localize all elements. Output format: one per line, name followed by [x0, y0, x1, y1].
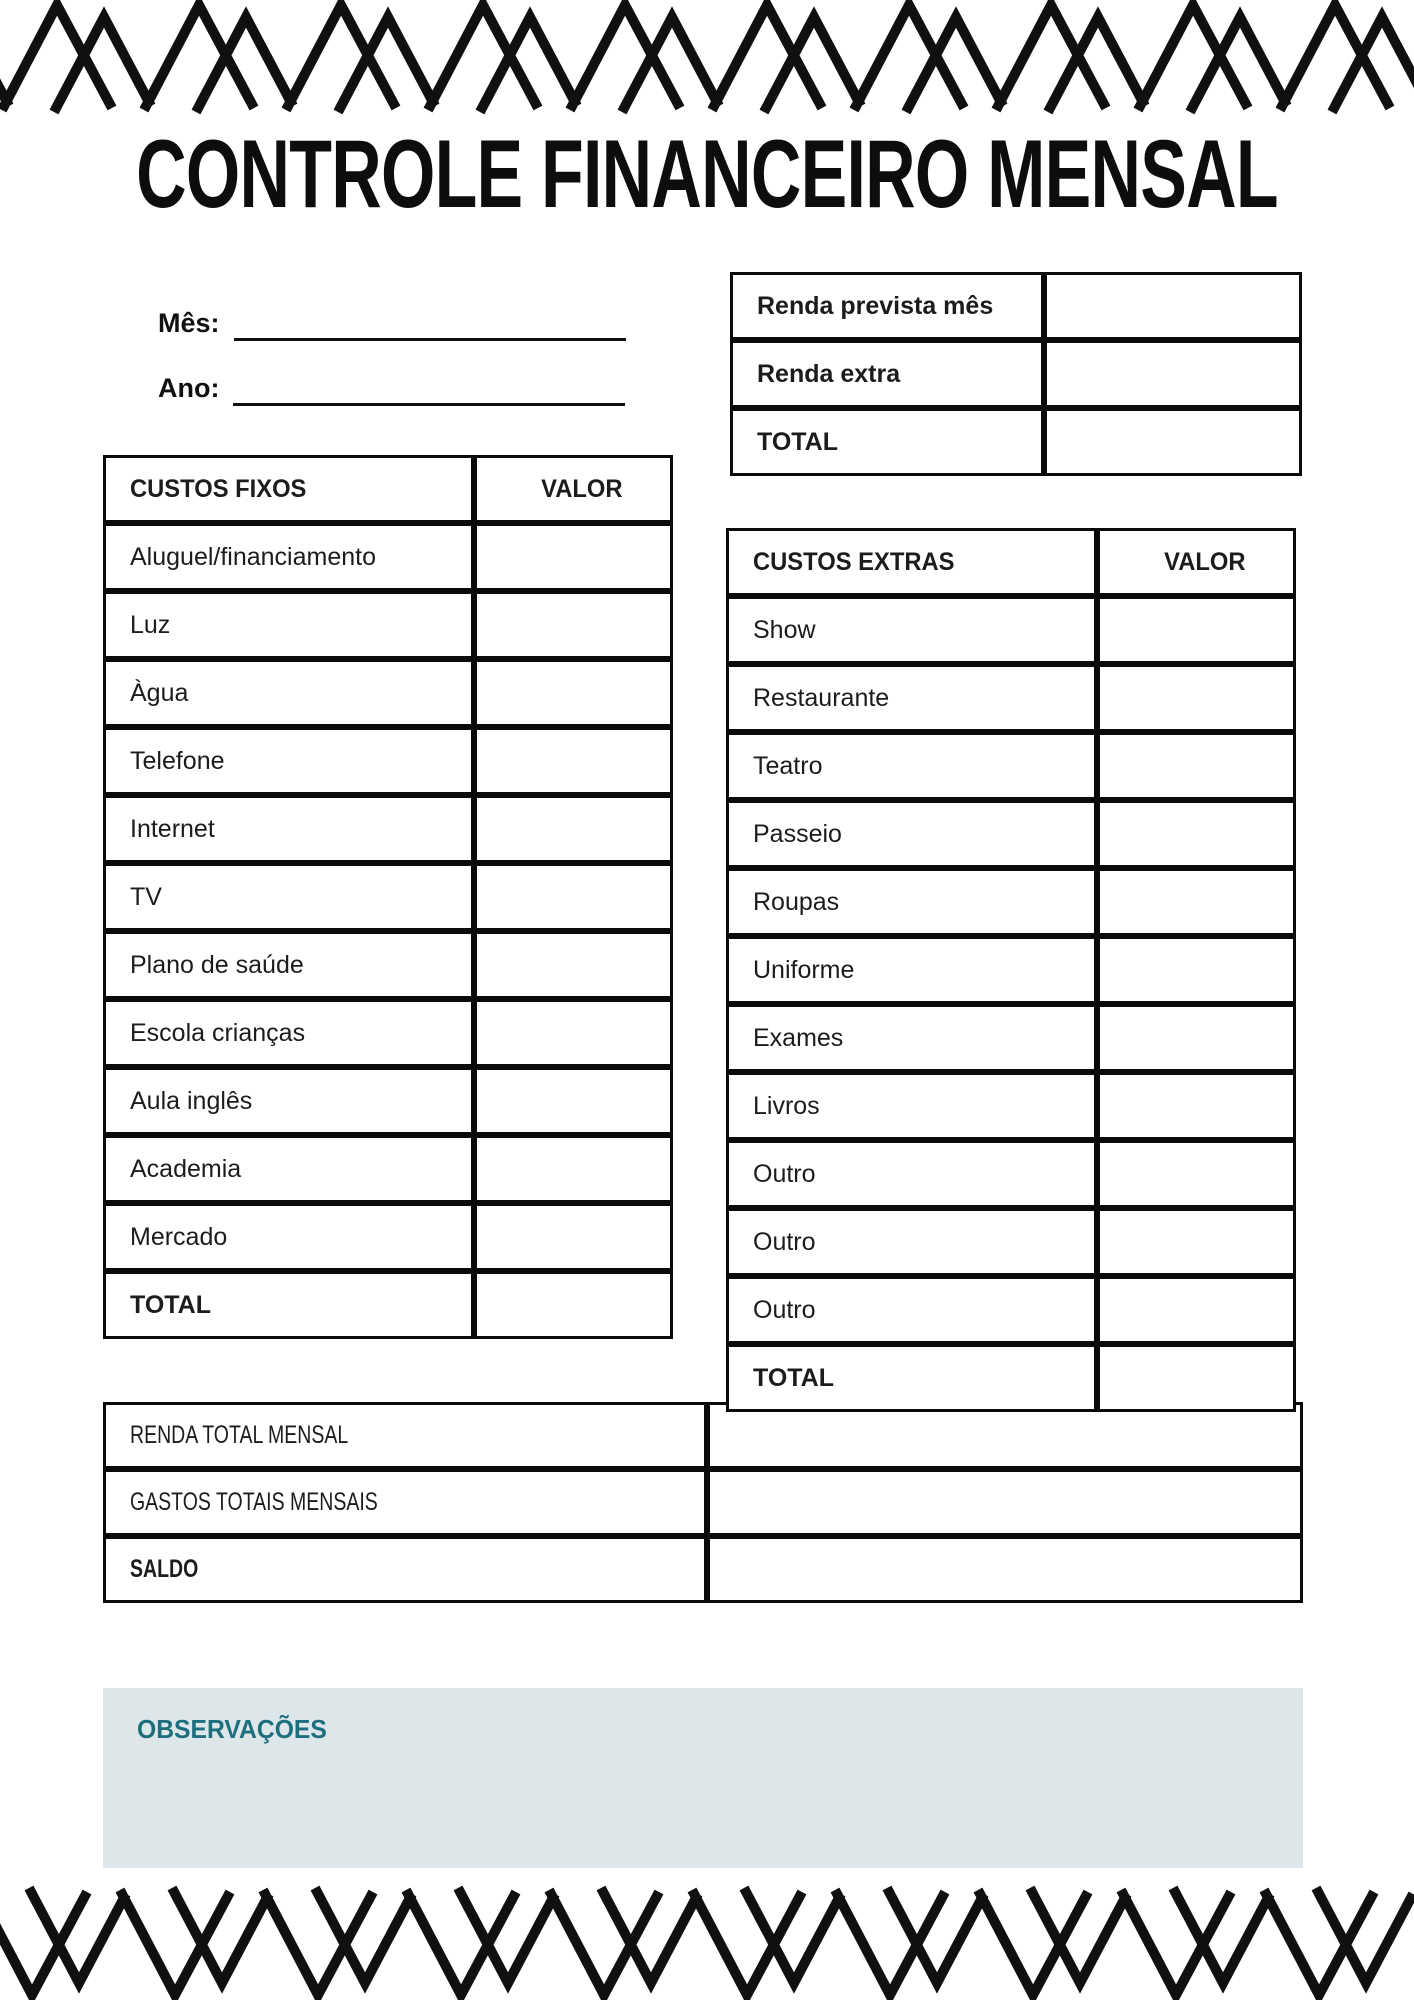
year-label: Ano: — [158, 373, 220, 403]
cost-label-cell: Aluguel/financiamento — [103, 523, 474, 591]
summary-label-cell: RENDA TOTAL MENSAL — [103, 1402, 707, 1469]
year-field-row — [158, 373, 625, 406]
summary-total-label-cell: SALDO — [103, 1536, 707, 1603]
cost-label-cell: Show — [726, 596, 1097, 664]
cost-value-cell[interactable] — [474, 1135, 673, 1203]
extra-costs-table — [726, 528, 1296, 1412]
cost-label-cell: Restaurante — [726, 664, 1097, 732]
cost-value-cell[interactable] — [474, 999, 673, 1067]
cost-label-cell: Livros — [726, 1072, 1097, 1140]
table-row — [726, 936, 1296, 1004]
table-row — [726, 1004, 1296, 1072]
cost-value-cell[interactable] — [474, 727, 673, 795]
cost-value-cell[interactable] — [474, 863, 673, 931]
cost-value-cell[interactable] — [474, 1203, 673, 1271]
cost-label-cell: Passeio — [726, 800, 1097, 868]
chevron-down-right-pattern-icon — [0, 1880, 1414, 2000]
summary-value-cell[interactable] — [707, 1402, 1303, 1469]
cost-label-cell: Roupas — [726, 868, 1097, 936]
extra-total-label-cell: TOTAL — [726, 1344, 1097, 1412]
income-label-cell: Renda extra — [730, 340, 1044, 408]
cost-value-cell[interactable] — [474, 523, 673, 591]
chevron-up-right-pattern-icon — [0, 0, 1414, 120]
table-row — [103, 1271, 673, 1339]
cost-label-cell: Uniforme — [726, 936, 1097, 1004]
cost-value-cell[interactable] — [474, 591, 673, 659]
table-row — [726, 596, 1296, 664]
cost-value-cell[interactable] — [474, 1067, 673, 1135]
cost-label-cell: Luz — [103, 591, 474, 659]
fixed-total-label-cell: TOTAL — [103, 1271, 474, 1339]
cost-value-cell[interactable] — [1097, 1004, 1296, 1072]
summary-total-value-cell — [707, 1536, 1303, 1603]
table-row — [103, 1536, 1303, 1603]
cost-label-cell: Mercado — [103, 1203, 474, 1271]
table-row — [726, 1072, 1296, 1140]
cost-value-cell[interactable] — [1097, 1072, 1296, 1140]
table-row — [103, 931, 673, 999]
cost-value-cell[interactable] — [474, 795, 673, 863]
cost-value-cell[interactable] — [1097, 664, 1296, 732]
fixed-costs-header-cell: CUSTOS FIXOS — [103, 455, 474, 523]
table-row — [726, 868, 1296, 936]
cost-label-cell: Outro — [726, 1208, 1097, 1276]
income-label-cell: Renda prevista mês — [730, 272, 1044, 340]
table-row — [726, 1344, 1296, 1412]
cost-value-cell[interactable] — [1097, 1276, 1296, 1344]
summary-value-cell[interactable] — [707, 1469, 1303, 1536]
cost-value-cell[interactable] — [1097, 1208, 1296, 1276]
cost-label-cell: Internet — [103, 795, 474, 863]
table-row — [730, 340, 1302, 408]
table-row — [103, 727, 673, 795]
observations-label: OBSERVAÇÕES — [137, 1714, 327, 1744]
cost-value-cell[interactable] — [1097, 868, 1296, 936]
cost-value-cell[interactable] — [1097, 596, 1296, 664]
table-row — [726, 800, 1296, 868]
income-total-label-cell: TOTAL — [730, 408, 1044, 476]
income-table — [730, 272, 1302, 476]
valor-header-cell: VALOR — [1097, 528, 1296, 596]
cost-label-cell: Plano de saúde — [103, 931, 474, 999]
cost-label-cell: Aula inglês — [103, 1067, 474, 1135]
cost-label-cell: Academia — [103, 1135, 474, 1203]
extra-costs-header-cell: CUSTOS EXTRAS — [726, 528, 1097, 596]
table-row — [730, 272, 1302, 340]
cost-label-cell: Escola crianças — [103, 999, 474, 1067]
cost-value-cell[interactable] — [1097, 1140, 1296, 1208]
table-row — [103, 863, 673, 931]
month-input-line[interactable] — [234, 308, 626, 341]
table-row — [103, 591, 673, 659]
table-row — [103, 999, 673, 1067]
table-row — [730, 408, 1302, 476]
cost-label-cell: Outro — [726, 1276, 1097, 1344]
summary-table — [103, 1402, 1303, 1603]
income-value-cell[interactable] — [1044, 340, 1302, 408]
cost-label-cell: Exames — [726, 1004, 1097, 1072]
fixed-total-value-cell — [474, 1271, 673, 1339]
page-title: CONTROLE FINANCEIRO MENSAL — [136, 121, 1278, 229]
table-row — [103, 795, 673, 863]
table-row — [726, 732, 1296, 800]
table-header-row — [103, 455, 673, 523]
table-row — [726, 1140, 1296, 1208]
cost-value-cell[interactable] — [474, 659, 673, 727]
income-value-cell[interactable] — [1044, 272, 1302, 340]
summary-label-cell: GASTOS TOTAIS MENSAIS — [103, 1469, 707, 1536]
table-row — [726, 1208, 1296, 1276]
table-row — [103, 523, 673, 591]
table-row — [726, 664, 1296, 732]
table-row — [103, 1067, 673, 1135]
fixed-costs-table — [103, 455, 673, 1339]
cost-label-cell: Telefone — [103, 727, 474, 795]
valor-header-cell: VALOR — [474, 455, 673, 523]
cost-value-cell[interactable] — [1097, 732, 1296, 800]
table-header-row — [726, 528, 1296, 596]
table-row — [726, 1276, 1296, 1344]
income-total-value-cell — [1044, 408, 1302, 476]
cost-value-cell[interactable] — [474, 931, 673, 999]
table-row — [103, 1469, 1303, 1536]
cost-label-cell: Outro — [726, 1140, 1097, 1208]
table-row — [103, 1402, 1303, 1469]
table-row — [103, 1203, 673, 1271]
cost-label-cell: TV — [103, 863, 474, 931]
cost-value-cell[interactable] — [1097, 936, 1296, 1004]
extra-total-value-cell — [1097, 1344, 1296, 1412]
year-input-line[interactable] — [233, 373, 625, 406]
month-label: Mês: — [158, 308, 220, 338]
cost-label-cell: Teatro — [726, 732, 1097, 800]
table-row — [103, 659, 673, 727]
cost-value-cell[interactable] — [1097, 800, 1296, 868]
month-field-row — [158, 308, 626, 341]
observations-section[interactable] — [103, 1688, 1303, 1868]
cost-label-cell: Àgua — [103, 659, 474, 727]
table-row — [103, 1135, 673, 1203]
